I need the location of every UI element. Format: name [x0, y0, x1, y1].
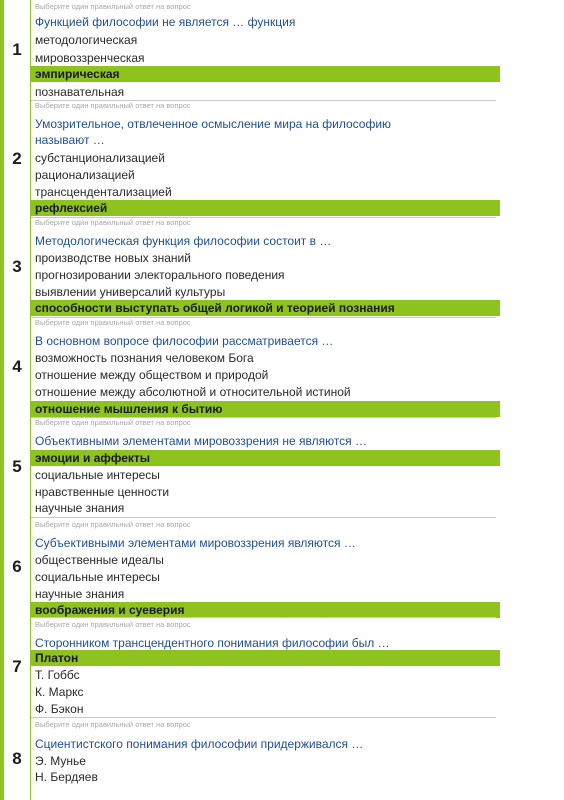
correct-answer-highlight: эмпирическая	[31, 66, 500, 82]
correct-answer-highlight: Платон	[31, 650, 500, 666]
answer-option: научные знания	[35, 501, 125, 515]
question-text: В основном вопросе философии рассматривается …	[35, 334, 334, 348]
question-instruction: Выберите один правильный ответ на вопрос	[35, 318, 191, 327]
question-number: 6	[4, 517, 31, 617]
question-number: 4	[4, 317, 31, 417]
answer-option: Н. Бердяев	[35, 770, 98, 784]
answer-option: Э. Мунье	[35, 754, 86, 768]
question-instruction: Выберите один правильный ответ на вопрос	[35, 218, 191, 227]
question-text: Субъективными элементами мировоззрения являются …	[35, 536, 356, 550]
question-text: Сторонником трансцендентного понимания философии был …	[35, 636, 390, 650]
block-divider	[31, 517, 496, 518]
question-block-2	[4, 100, 496, 217]
question-number: 8	[4, 717, 31, 800]
answer-option: методологическая	[35, 33, 138, 47]
question-number: 3	[4, 217, 31, 317]
answer-option: производстве новых знаний	[35, 251, 191, 265]
answer-option: социальные интересы	[35, 570, 160, 584]
question-content	[31, 0, 496, 100]
question-content	[31, 100, 496, 217]
question-text: Умозрительное, отвлеченное осмысление мира на философию	[35, 117, 392, 131]
answer-option: возможность познания человеком Бога	[35, 351, 254, 365]
correct-answer-highlight: способности выступать общей логикой и теорией познания	[31, 300, 500, 316]
answer-option: К. Маркс	[35, 685, 84, 699]
answer-option: отношение между обществом и природой	[35, 368, 269, 382]
answer-option: трансцендентализацией	[35, 185, 172, 199]
answer-option: научные знания	[35, 587, 125, 601]
question-number: 2	[4, 100, 31, 217]
answer-option: Т. Гоббс	[35, 668, 80, 682]
answer-option: выявлении универсалий культуры	[35, 285, 226, 299]
question-number: 1	[4, 0, 31, 100]
answer-option: рационализацией	[35, 168, 135, 182]
answer-option: социальные интересы	[35, 468, 160, 482]
question-content	[31, 417, 496, 517]
block-divider	[31, 717, 496, 718]
question-content	[31, 717, 496, 800]
question-content	[31, 617, 496, 717]
answer-option: субстанционализацией	[35, 151, 165, 165]
question-block-5	[4, 417, 496, 517]
question-instruction: Выберите один правильный ответ на вопрос	[35, 2, 191, 11]
answer-option: общественные идеалы	[35, 553, 164, 567]
question-instruction: Выберите один правильный ответ на вопрос	[35, 620, 191, 629]
correct-answer-highlight: отношение мышления к бытию	[31, 401, 500, 417]
answer-option: нравственные ценности	[35, 485, 170, 499]
question-instruction: Выберите один правильный ответ на вопрос	[35, 101, 191, 110]
question-block-7	[4, 617, 496, 717]
answer-option: прогнозировании электорального поведения	[35, 268, 285, 282]
correct-answer-highlight: рефлексией	[31, 200, 500, 216]
answer-option: отношение между абсолютной и относительной истиной	[35, 385, 351, 399]
block-divider	[31, 617, 496, 618]
answer-option: познавательная	[35, 85, 125, 99]
answer-option: Ф. Бэкон	[35, 702, 84, 716]
question-text: называют …	[35, 133, 105, 147]
question-content	[31, 217, 496, 317]
question-number: 7	[4, 617, 31, 717]
question-text: Объективными элементами мировоззрения не являются …	[35, 434, 368, 448]
question-instruction: Выберите один правильный ответ на вопрос	[35, 720, 191, 729]
question-instruction: Выберите один правильный ответ на вопрос	[35, 520, 191, 529]
question-number: 5	[4, 417, 31, 517]
question-block-4	[4, 317, 496, 417]
correct-answer-highlight: эмоции и аффекты	[31, 450, 500, 466]
question-content	[31, 317, 496, 417]
question-text: Функцией философии не является … функция	[35, 15, 296, 29]
question-text: Методологическая функция философии состоит в …	[35, 234, 332, 248]
question-content	[31, 517, 496, 617]
question-block-1	[4, 0, 496, 100]
question-block-8	[4, 717, 496, 800]
answer-option: мировоззренческая	[35, 51, 145, 65]
question-text: Сциентистского понимания философии придерживался …	[35, 737, 364, 751]
question-block-3	[4, 217, 496, 317]
question-instruction: Выберите один правильный ответ на вопрос	[35, 418, 191, 427]
correct-answer-highlight: воображения и суеверия	[31, 602, 500, 618]
question-block-6	[4, 517, 496, 617]
